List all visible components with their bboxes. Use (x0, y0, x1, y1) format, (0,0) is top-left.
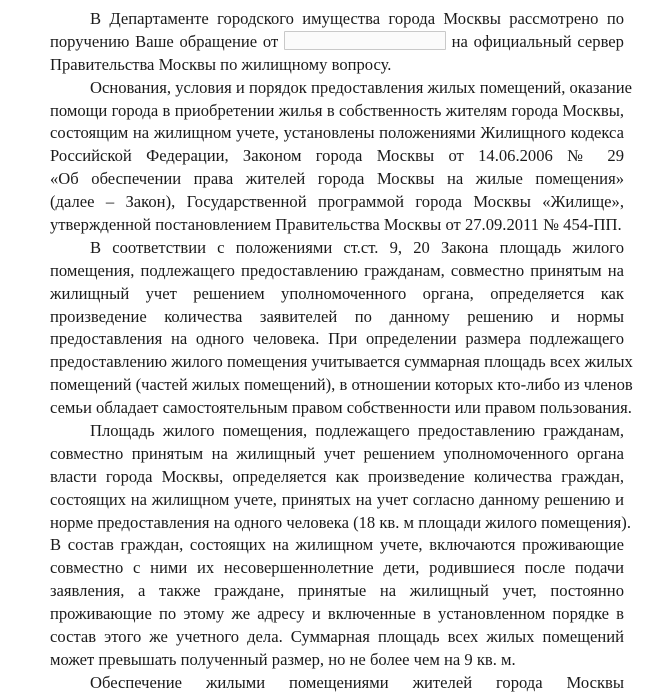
text-line (50, 145, 624, 168)
text-line (50, 31, 624, 54)
line-text: Основания, условия и порядок предоставления жилых помещений, оказание (90, 77, 633, 97)
text-line (50, 626, 624, 649)
text-line (50, 489, 624, 512)
text-line (50, 328, 624, 351)
text-line (50, 603, 624, 626)
line-text: поручению Ваше обращение от (50, 31, 279, 51)
line-text: совместно с ними их несовершеннолетние дети, родившиеся после подачи (50, 558, 624, 578)
line-text: «Об обеспечении права жителей города Москвы на жилые помещения» (50, 169, 624, 189)
text-line (50, 466, 624, 489)
text-line (50, 374, 633, 397)
line-text: семьи обладает самостоятельным правом собственности или правом пользования. (50, 398, 632, 418)
line-text: предоставлению жилого помещения учитывается суммарная площадь всех жилых (50, 352, 633, 372)
line-text: (далее – Закон), Государственной программой города Москвы «Жилище», (50, 192, 624, 212)
line-text: состоящих на жилищном учете, принятых на учет согласно данному решению и (50, 489, 624, 509)
text-line (50, 397, 632, 420)
line-text: В состав граждан, состоящих на жилищном учете, включаются проживающие (50, 535, 624, 555)
text-line (50, 214, 624, 237)
text-line (50, 100, 624, 123)
text-line (50, 534, 624, 557)
paragraph (50, 8, 624, 77)
line-text: произведение количества заявителей по данному решению и нормы (50, 306, 624, 326)
redacted-date-field (284, 31, 446, 50)
line-text: Обеспечение жилыми помещениями жителей города Москвы (90, 672, 624, 692)
line-text: помещений (частей жилых помещений), в отношении которых кто-либо из членов (50, 375, 633, 395)
text-line (50, 8, 624, 31)
text-line (50, 283, 624, 306)
line-text: может превышать полученный размер, но не более чем на 9 кв. м. (50, 649, 516, 669)
line-text: В Департаменте городского имущества города Москвы рассмотрено по (90, 9, 624, 28)
line-text: утвержденной постановлением Правительства Москвы от 27.09.2011 № 454-ПП. (50, 215, 622, 235)
text-line (50, 237, 624, 260)
letter-body (50, 8, 633, 695)
line-text: на официальный сервер (451, 31, 624, 51)
text-line (50, 54, 624, 77)
line-text: Площадь жилого помещения, подлежащего предоставлению гражданам, (90, 421, 624, 441)
line-text: Правительства Москвы по жилищному вопросу. (50, 54, 392, 74)
line-text: помещения, подлежащего предоставлению гражданам, совместно принятым на (50, 260, 624, 280)
line-text: заявления, а также граждане, принятые на жилищный учет, постоянно (50, 581, 624, 601)
text-line (50, 351, 633, 374)
line-text: предоставления на одного человека. При определении размера подлежащего (50, 329, 624, 349)
paragraph (50, 77, 633, 237)
paragraph (50, 237, 633, 420)
text-line (50, 672, 624, 695)
line-text: состоящим на жилищном учете, установлены положениями Жилищного кодекса (50, 123, 624, 143)
text-line (50, 649, 624, 672)
line-text: проживающие по этому же адресу и включенные в установленном порядке в (50, 604, 624, 624)
text-line (50, 443, 624, 466)
line-text: власти города Москвы, определяется как произведение количества граждан, (50, 466, 624, 486)
text-line (50, 557, 624, 580)
text-line (50, 260, 624, 283)
line-text: совместно принятым на жилищный учет решением уполномоченного органа (50, 443, 624, 463)
text-line (50, 122, 624, 145)
line-text: В соответствии с положениями ст.ст. 9, 20 Закона площадь жилого (90, 237, 624, 257)
text-line (50, 168, 624, 191)
text-line (50, 306, 624, 329)
line-text: жилищный учет решением уполномоченного органа, определяется как (50, 283, 624, 303)
line-text: помощи города в приобретении жилья в собственность жителям города Москвы, (50, 100, 624, 120)
line-text: Российской Федерации, Законом города Москвы от 14.06.2006 № 29 (50, 146, 624, 166)
text-line (50, 191, 624, 214)
paragraph (50, 420, 631, 672)
line-text: норме предоставления на одного человека (18 кв. м площади жилого помещения). (50, 512, 631, 532)
line-text: состав этого же учетного дела. Суммарная площадь всех жилых помещений (50, 627, 624, 647)
text-line (50, 420, 624, 443)
paragraph (50, 672, 624, 695)
text-line (50, 512, 631, 535)
text-line (50, 77, 633, 100)
